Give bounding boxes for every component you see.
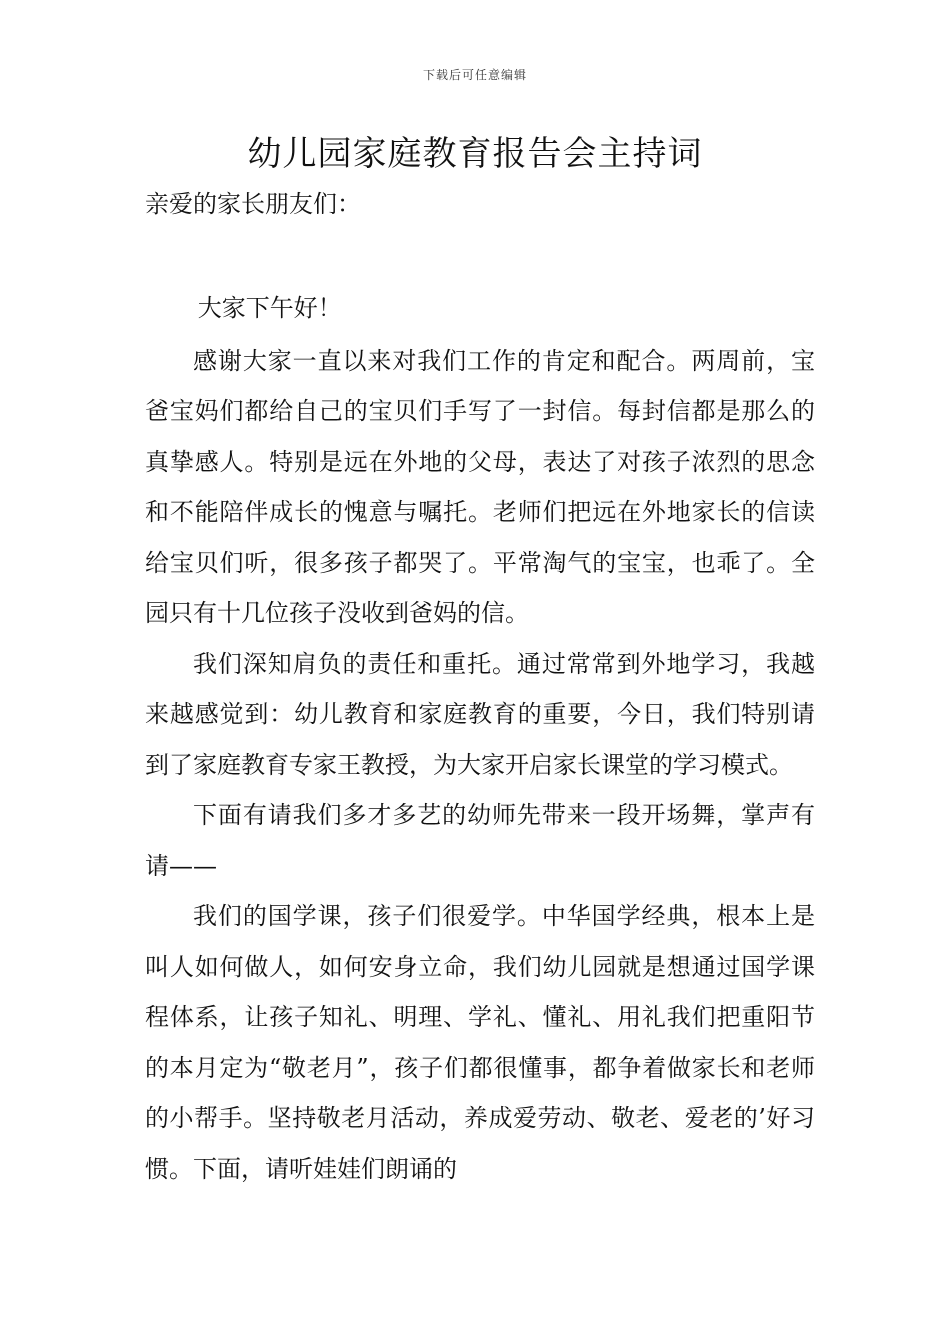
document-title: 幼儿园家庭教育报告会主持词 — [247, 134, 703, 174]
greeting-line: 大家下午好！ — [197, 294, 342, 322]
salutation: 亲爱的家长朋友们： — [145, 190, 361, 218]
paragraph: 感谢大家一直以来对我们工作的肯定和配合。两周前，宝爸宝妈们都给自己的宝贝们手写了一封信。每封信都是那么的真挚感人。特别是远在外地的父母，表达了对孩子浓烈的思念和不能陪伴成长的愧意与嘱托。老师们把远在外地家长的信读给宝贝们听，很多孩子都哭了。平常淘气的宝宝，也乖了。全园只有十几位孩子没收到爸妈的信。 — [145, 346, 815, 627]
paragraph: 下面有请我们多才多艺的幼师先带来一段开场舞，掌声有请—— — [145, 801, 815, 880]
paragraph: 我们的国学课，孩子们很爱学。中华国学经典，根本上是叫人如何做人，如何安身立命，我们幼儿园就是想通过国学课程体系，让孩子知礼、明理、学礼、懂礼、用礼我们把重阳节的本月定为“敬老月”，孩子们都很懂事，都争着做家长和老师的小帮手。坚持敬老月活动，养成爱劳动、敬老、爱老的’好习惯。下面，请听娃娃们朗诵的 — [145, 902, 815, 1183]
paragraph: 我们深知肩负的责任和重托。通过常常到外地学习，我越来越感觉到：幼儿教育和家庭教育的重要，今日，我们特别请到了家庭教育专家王教授，为大家开启家长课堂的学习模式。 — [145, 649, 815, 779]
header-note: 下载后可任意编辑 — [422, 68, 527, 82]
document-body — [145, 283, 815, 1194]
